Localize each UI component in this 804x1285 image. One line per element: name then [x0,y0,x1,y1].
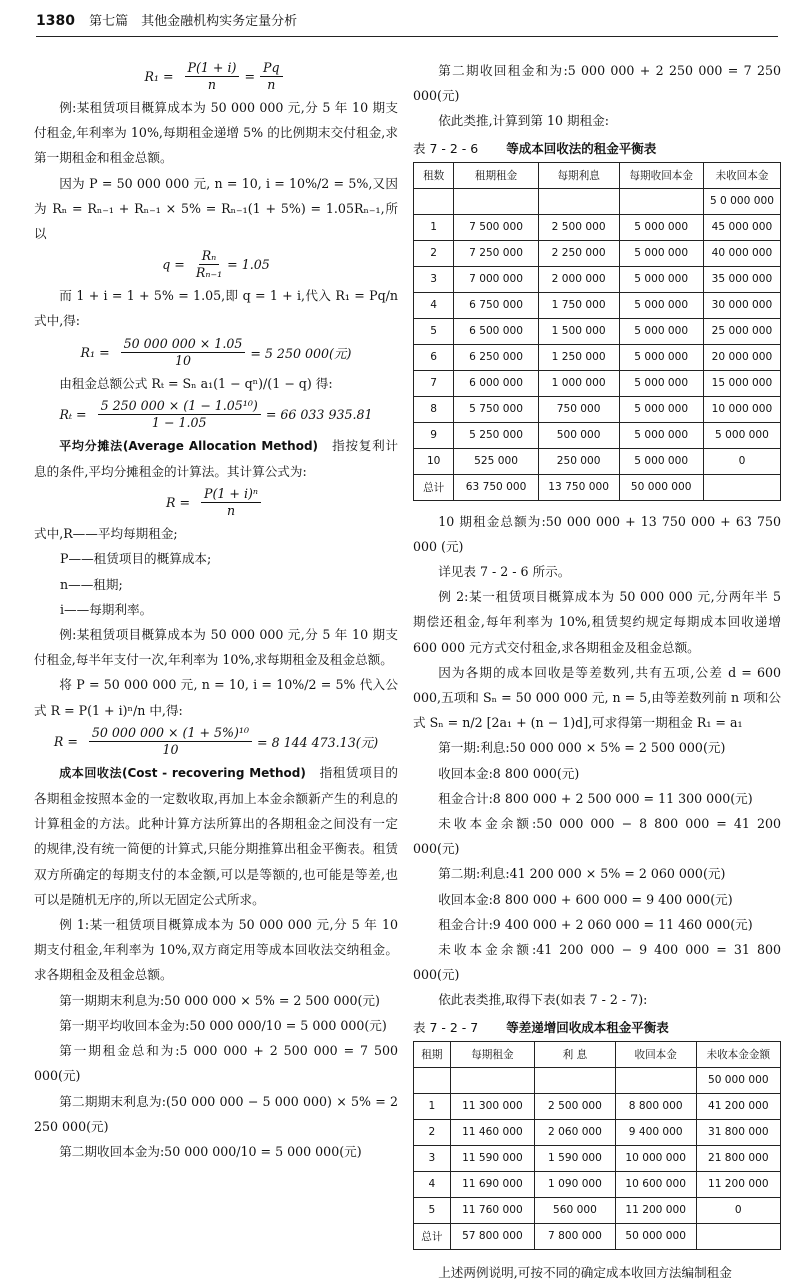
table-header: 租数 [414,162,454,188]
table-cell: 4 [414,292,454,318]
table-cell: 1 750 000 [538,292,619,318]
table-cell: 1 [414,1093,451,1119]
table-cell: 4 [414,1171,451,1197]
table-cell: 6 750 000 [454,292,538,318]
table-cell: 15 000 000 [703,370,780,396]
table-cell [615,1067,696,1093]
table-cell: 50 000 000 [619,474,703,500]
calc-line: 收回本金:8 800 000(元) [438,765,580,781]
rent-balance-table-1 [413,162,781,501]
table-cell: 1 250 000 [538,344,619,370]
table-cell [535,1067,616,1093]
table-cell: 1 590 000 [535,1145,616,1171]
formula-r1: R₁ = $\frac{P(1 + i)}{n}$ = $\frac{Pq}{n}$ [34,60,398,93]
table-cell: 50 000 000 [696,1067,780,1093]
table-cell: 5 000 000 [619,292,703,318]
table-cell [414,1067,451,1093]
table-header: 未收本金金额 [696,1041,780,1067]
table-cell: 1 000 000 [538,370,619,396]
paragraph: 10 期租金总额为:50 000 000 + 13 750 000 + 63 750 000 (元) [413,513,781,554]
table-cell: 2 [414,1119,451,1145]
left-column [34,58,398,1164]
table-cell: 11 760 000 [450,1197,534,1223]
table-cell: 750 000 [538,396,619,422]
calc-line: 第二期收回本金为:50 000 000/10 = 5 000 000(元) [59,1143,362,1159]
table-cell: 560 000 [535,1197,616,1223]
table-cell: 525 000 [454,448,538,474]
calc-line: 第一期期末利息为:50 000 000 × 5% = 2 500 000(元) [59,992,380,1008]
calc-line: 第二期:利息:41 200 000 × 5% = 2 060 000(元) [438,866,726,882]
table-header: 利 息 [535,1041,616,1067]
calc-line: 租金合计:9 400 000 + 2 060 000 = 11 460 000(元) [438,916,753,932]
table-cell: 2 500 000 [535,1093,616,1119]
table-cell: 5 000 000 [619,214,703,240]
table-row [414,370,781,396]
table-cell: 250 000 [538,448,619,474]
formula-r1-value: R₁ = $\frac{50 000 000 \times 1.05}{10}$ = 5 250 000(元) [80,335,352,368]
table-row [414,1197,781,1223]
table-cell: 6 500 000 [454,318,538,344]
table-cell: 7 [414,370,454,396]
table-cell: 35 000 000 [703,266,780,292]
paragraph: 例:某租赁项目概算成本为 50 000 000 元,分 5 年 10 期支付租金,每半年支付一次,年利率为 10%,求每期租金及租金总额。 [34,627,398,668]
calc-line: 未收本金余额:41 200 000 − 9 400 000 = 31 800 000(元) [413,942,781,983]
table-cell: 57 800 000 [450,1223,534,1249]
definition: n——租期; [60,576,123,592]
table-cell [454,188,538,214]
table-cell: 13 750 000 [538,474,619,500]
table-cell: 63 750 000 [454,474,538,500]
table-cell: 11 460 000 [450,1119,534,1145]
table-caption: 表 7 - 2 - 6 等成本回收法的租金平衡表 [413,140,657,156]
table-cell: 2 [414,240,454,266]
table-row [414,266,781,292]
table-header: 收回本金 [615,1041,696,1067]
definition: P——租赁项目的概算成本; [60,551,212,567]
calc-line: 收回本金:8 800 000 + 600 000 = 9 400 000(元) [438,891,733,907]
table-cell: 9 [414,422,454,448]
calc-line: 第二期期末利息为:(50 000 000 − 5 000 000) × 5% = 2 250 000(元) [34,1093,398,1134]
table-cell: 2 060 000 [535,1119,616,1145]
table-cell: 1 500 000 [538,318,619,344]
table-cell: 8 [414,396,454,422]
calc-line: 依此表类推,取得下表(如表 7 - 2 - 7): [438,992,648,1008]
table-cell: 11 200 000 [615,1197,696,1223]
table-cell: 5 250 000 [454,422,538,448]
table-cell: 9 400 000 [615,1119,696,1145]
calc-line: 第二期收回租金和为:5 000 000 + 2 250 000 = 7 250 000(元) [413,63,781,104]
table-cell [450,1067,534,1093]
table-header: 租期租金 [454,162,538,188]
table-row [414,474,781,500]
formula-rt: Rₜ = $\frac{\text{5 250 000 × (1 − 1.05¹⁰)}}{1 - 1.05}$ = 66 033 935.81 [59,397,373,430]
table-header: 每期收回本金 [619,162,703,188]
table-cell: 5 [414,1197,451,1223]
table-row [414,188,781,214]
table-cell: 31 800 000 [696,1119,780,1145]
table-cell: 0 [703,448,780,474]
calc-line: 第一期平均收回本金为:50 000 000/10 = 5 000 000(元) [59,1017,387,1033]
table-cell [703,474,780,500]
table-cell: 8 800 000 [615,1093,696,1119]
paragraph: 例 2:某一租赁项目概算成本为 50 000 000 元,分两年半 5 期偿还租金,每年利率为 10%,租赁契约规定每期成本回收递增 600 000 元方式交付租金,求各期租金及租金总额。 [413,589,781,655]
paragraph: 上述两例说明,可按不同的确定成本收回方法编制租金 [438,1264,732,1280]
table-cell: 30 000 000 [703,292,780,318]
table-cell: 2 250 000 [538,240,619,266]
paragraph: 而 1 + i = 1 + 5% = 1.05,即 q = 1 + i,代入 R₁ = Pq/n 式中,得: [34,288,398,329]
table-row [414,422,781,448]
definition: i——每期利率。 [60,601,153,617]
table-cell [696,1223,780,1249]
table-cell: 10 600 000 [615,1171,696,1197]
table-caption: 表 7 - 2 - 7 等差递增回收成本租金平衡表 [413,1019,669,1035]
table-cell: 1 090 000 [535,1171,616,1197]
table-cell: 41 200 000 [696,1093,780,1119]
table-cell: 总计 [414,474,454,500]
calc-line: 租金合计:8 800 000 + 2 500 000 = 11 300 000(元) [438,790,753,806]
table-cell: 5 000 000 [619,344,703,370]
table-cell: 7 800 000 [535,1223,616,1249]
calc-line: 第一期:利息:50 000 000 × 5% = 2 500 000(元) [438,740,726,756]
table-cell: 25 000 000 [703,318,780,344]
definition: 式中,R——平均每期租金; [34,526,178,542]
table-cell: 7 000 000 [454,266,538,292]
table-row [414,1093,781,1119]
table-cell: 0 [696,1197,780,1223]
page-number: 1380 [36,13,75,29]
paragraph: 详见表 7 - 2 - 6 所示。 [438,564,571,580]
table-cell: 45 000 000 [703,214,780,240]
running-title: 第七篇 其他金融机构实务定量分析 [89,14,298,29]
table-cell: 1 [414,214,454,240]
table-cell: 5 750 000 [454,396,538,422]
table-row [414,1067,781,1093]
table-row [414,240,781,266]
table-cell [538,188,619,214]
paragraph: 平均分摊法(Average Allocation Method) 指按复利计息的条件,平均分摊租金的计算法。其计算公式为: [34,437,398,480]
table-cell: 11 590 000 [450,1145,534,1171]
paragraph: 将 P = 50 000 000 元, n = 10, i = 10%/2 = 5% 代入公式 R = P(1 + i)ⁿ/n 中,得: [34,677,398,718]
table-header: 每期租金 [450,1041,534,1067]
calc-line: 依此类推,计算到第 10 期租金: [438,113,609,129]
paragraph: 因为各期的成本回收是等差数列,共有五项,公差 d = 600 000,五项和 Sₙ = 50 000 000 元, n = 5,由等差数列前 n 项和公式 Sₙ = n/2 [2a₁ + (n − 1)d],可求得第一期租金 R₁ = a₁ [413,664,781,731]
section-heading: 成本回收法(Cost - recovering Method) [59,765,306,780]
paragraph: 由租金总额公式 Rₜ = Sₙ a₁(1 − qⁿ)/(1 − q) 得: [59,375,333,391]
paragraph: 例:某租赁项目概算成本为 50 000 000 元,分 5 年 10 期支付租金,年利率为 10%,每期租金递增 5% 的比例期末交付租金,求第一期租金和租金总额。 [34,100,398,166]
table-row [414,318,781,344]
table-cell: 11 690 000 [450,1171,534,1197]
table-cell: 5 000 000 [619,370,703,396]
table-cell: 5 000 000 [703,422,780,448]
table-cell: 10 000 000 [615,1145,696,1171]
table-cell: 20 000 000 [703,344,780,370]
table-cell: 10 000 000 [703,396,780,422]
table-cell: 5 [414,318,454,344]
table-cell: 2 000 000 [538,266,619,292]
page-header [36,10,778,37]
table-cell: 3 [414,266,454,292]
table-cell: 7 500 000 [454,214,538,240]
table-cell: 21 800 000 [696,1145,780,1171]
table-cell: 7 250 000 [454,240,538,266]
table-cell: 5 000 000 [619,396,703,422]
table-cell: 5 000 000 [619,266,703,292]
paragraph: 例 1:某一租赁项目概算成本为 50 000 000 元,分 5 年 10 期支付租金,年利率为 10%,双方商定用等成本回收法交纳租金。求各期租金及租金总额。 [34,917,398,983]
table-cell: 5 000 000 [619,318,703,344]
rent-balance-table-2 [413,1041,781,1250]
table-row [414,1119,781,1145]
table-cell: 6 000 000 [454,370,538,396]
paragraph: 因为 P = 50 000 000 元, n = 10, i = 10%/2 = 5%,又因为 Rₙ = Rₙ₋₁ + Rₙ₋₁ × 5% = Rₙ₋₁(1 + 5%) = 1.05Rₙ₋₁,所以 [34,175,398,242]
formula-q: q = $\frac{\text{Rₙ}}{\text{Rₙ₋₁}}$ = 1.05 [162,248,270,281]
table-cell: 11 300 000 [450,1093,534,1119]
table-cell: 5 000 000 [619,448,703,474]
table-cell: 10 [414,448,454,474]
formula-r-value: R = $\frac{\text{50 000 000 × (1 + 5\%)¹⁰}}{10}$ = 8 144 473.13(元) [53,724,379,757]
table-cell: 5 000 000 [619,240,703,266]
section-heading: 平均分摊法(Average Allocation Method) [59,438,319,453]
right-column [413,58,781,1285]
table-cell [414,188,454,214]
table-cell: 3 [414,1145,451,1171]
table-cell: 5 0 000 000 [703,188,780,214]
calc-line: 未收本金余额:50 000 000 − 8 800 000 = 41 200 000(元) [413,816,781,857]
table-row [414,448,781,474]
table-cell: 5 000 000 [619,422,703,448]
table-header: 租期 [414,1041,451,1067]
table-row [414,214,781,240]
table-header: 每期利息 [538,162,619,188]
table-row [414,1223,781,1249]
table-cell: 6 250 000 [454,344,538,370]
table-cell: 总计 [414,1223,451,1249]
table-cell: 40 000 000 [703,240,780,266]
table-row [414,396,781,422]
paragraph: 成本回收法(Cost - recovering Method) 指租赁项目的各期租金按照本金的一定数收取,再加上本金余额新产生的利息的计算租金的方法。此种计算方法所算出的各期租金之间没有一定的规律,没有统一简便的计算式,只能分期推算出租金平衡表。租赁双方所确定的每期支付的本金额,可以是等额的,也可能是等差,也可以是随机无序的,所以无固定公式所求。 [34,764,399,907]
formula-r: R = $\frac{\text{P(1 + i)ⁿ}}{n}$ [34,486,398,519]
table-cell: 50 000 000 [615,1223,696,1249]
table-row [414,292,781,318]
table-row [414,344,781,370]
table-row [414,1171,781,1197]
calc-line: 第一期租金总和为:5 000 000 + 2 500 000 = 7 500 000(元) [34,1043,398,1084]
table-cell: 500 000 [538,422,619,448]
table-header: 未收回本金 [703,162,780,188]
table-cell: 11 200 000 [696,1171,780,1197]
table-cell: 6 [414,344,454,370]
table-row [414,1145,781,1171]
table-cell [619,188,703,214]
table-cell: 2 500 000 [538,214,619,240]
